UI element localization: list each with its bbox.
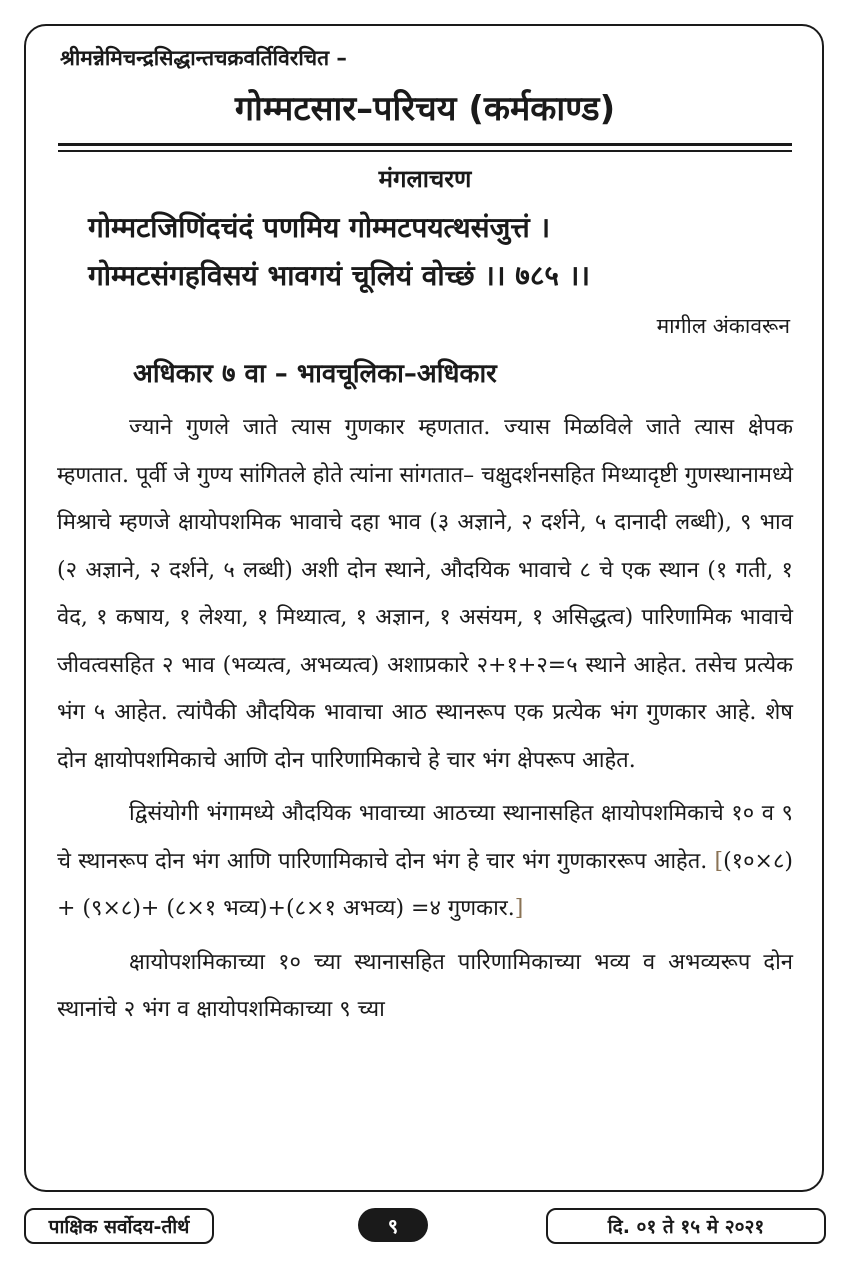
issue-date: दि. ०१ ते १५ मे २०२१ (546, 1208, 826, 1244)
formula: (१०×८) + (९×८)+ (८×१ भव्य)+(८×१ अभव्य) =४ गुणकार. (57, 848, 793, 921)
paragraph-3: क्षायोपशमिकाच्या १० च्या स्थानासहित पारिणामिकाच्या भव्य व अभव्यरूप दोन स्थानांचे २ भंग व क्षायोपशमिकाच्या ९ च्या (57, 949, 793, 1022)
continued-note: मागील अंकावरून (656, 314, 790, 338)
author-line: श्रीमन्नेमिचन्द्रसिद्धान्तचक्रवर्तिविरचित – (60, 46, 347, 70)
verse-line-1: गोम्मटजिणिंदचंदं पणमिय गोम्मटपयत्थसंजुत्तं । (88, 211, 551, 244)
invocation-heading: मंगलाचरण (378, 165, 472, 193)
page-number: ९ (358, 1208, 428, 1242)
close-bracket: ] (514, 896, 524, 921)
paragraph-2-text: द्विसंयोगी भंगामध्ये औदयिक भावाच्या आठच्या स्थानासहित क्षायोपशमिकाचे १० व ९ चे स्थानरूप दोन भंग आणि पारिणामिकाचे दोन भंग हे चार भंग गुणकाररूप आहेत. (57, 801, 793, 874)
title-divider-thick (58, 143, 792, 146)
verse-line-2: गोम्मटसंगहविसयं भावगयं चूलियं वोच्छं ।। ७८५ ।। (88, 259, 590, 292)
paragraph-2 (57, 790, 793, 933)
publication-name: पाक्षिक सर्वोदय-तीर्थ (24, 1208, 214, 1244)
title-divider-thin (58, 150, 792, 152)
body-text (57, 404, 793, 1040)
page-title: गोम्मटसार–परिचय (कर्मकाण्ड) (234, 89, 616, 129)
paragraph-1: ज्याने गुणले जाते त्यास गुणकार म्हणतात. ज्यास मिळविले जाते त्यास क्षेपक म्हणतात. पूर्वी जे गुण्य सांगितले होते त्यांना सांगतात– चक्षुदर्शनसहित मिथ्यादृष्टी गुणस्थानामध्ये मिश्राचे म्हणजे क्षायोपशमिक भावाचे दहा भाव (३ अज्ञाने, २ दर्शने, ५ दानादी लब्धी), ९ भाव (२ अज्ञाने, २ दर्शने, ५ लब्धी) अशी दोन स्थाने, औदयिक भावाचे ८ चे एक स्थान (१ गती, १ वेद, १ कषाय, १ लेश्या, १ मिथ्यात्व, १ अज्ञान, १ असंयम, १ असिद्धत्व) पारिणामिक भावाचे जीवत्वसहित २ भाव (भव्यत्व, अभव्यत्व) अशाप्रकारे २+१+२=५ स्थाने आहेत. तसेच प्रत्येक भंग ५ आहेत. त्यांपैकी औदयिक भावाचा आठ स्थानरूप एक प्रत्येक भंग गुणकार आहे. शेष दोन क्षायोपशमिकाचे आणि दोन पारिणामिकाचे हे चार भंग क्षेपरूप आहेत. (57, 415, 793, 773)
open-bracket: [ (714, 848, 724, 874)
section-heading: अधिकार ७ वा – भावचूलिका–अधिकार (133, 359, 497, 389)
